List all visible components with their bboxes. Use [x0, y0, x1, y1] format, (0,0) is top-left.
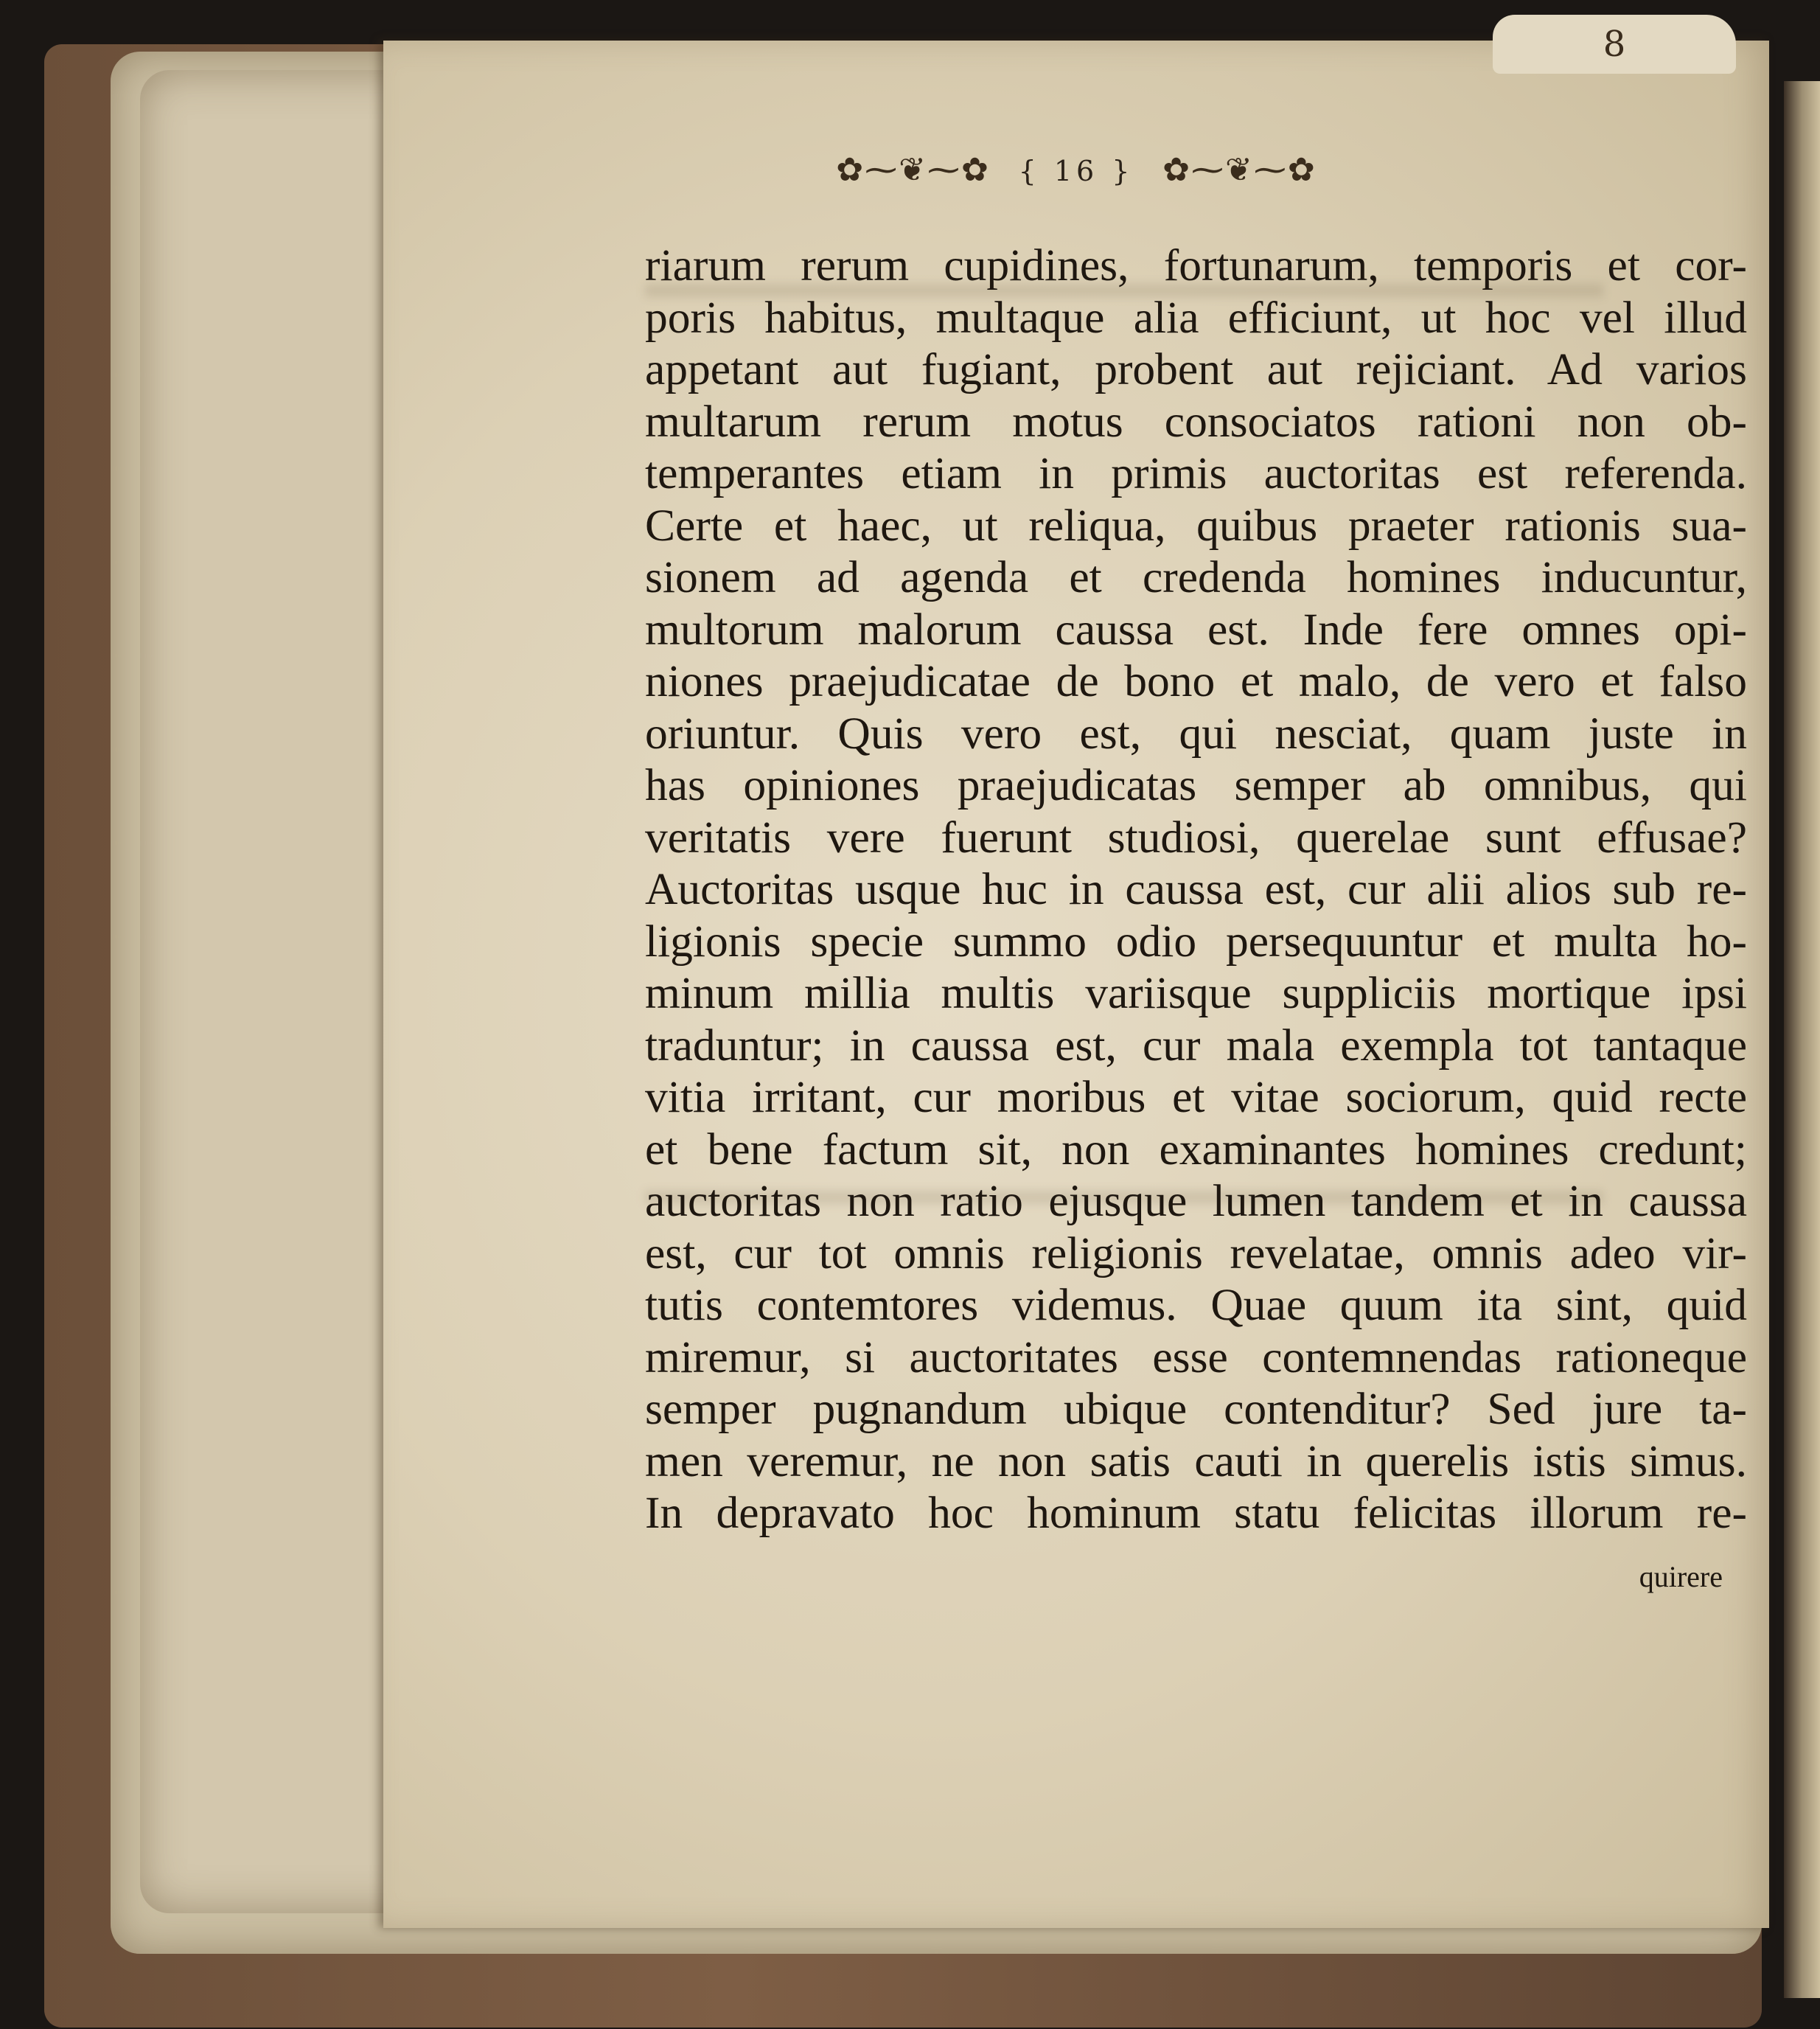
- text-line: auctoritas non ratio ejusque lumen tandem et in caussa: [645, 1176, 1747, 1226]
- ornament-right-icon: ✿⁓❦⁓✿: [1162, 151, 1317, 189]
- text-line: oriuntur. Quis vero est, qui nesciat, quam juste in: [645, 708, 1747, 759]
- running-head: [383, 151, 1769, 189]
- text-line: temperantes etiam in primis auctoritas est referenda.: [645, 448, 1747, 498]
- text-line: minum millia multis variisque suppliciis mortique ipsi: [645, 968, 1747, 1018]
- book-page: [383, 41, 1769, 1928]
- text-line: In depravato hoc hominum statu felicitas illorum re-: [645, 1488, 1747, 1538]
- text-line: multorum malorum caussa est. Inde fere omnes opi-: [645, 604, 1747, 655]
- text-line: has opiniones praejudicatas semper ab omnibus, qui: [645, 760, 1747, 810]
- text-line: multarum rerum motus consociatos rationi non ob-: [645, 396, 1747, 447]
- page-number: { 16 }: [1018, 155, 1134, 187]
- text-line: men veremur, ne non satis cauti in querelis istis simus.: [645, 1435, 1747, 1486]
- text-line: Auctoritas usque huc in caussa est, cur alii alios sub re-: [645, 864, 1747, 914]
- text-line: sionem ad agenda et credenda homines inducuntur,: [645, 552, 1747, 602]
- text-line: veritatis vere fuerunt studiosi, querelae sunt effusae?: [645, 812, 1747, 863]
- text-line: poris habitus, multaque alia efficiunt, ut hoc vel illud: [645, 292, 1747, 343]
- text-line: miremur, si auctoritates esse contemnendas rationeque: [645, 1332, 1747, 1382]
- text-line: vitia irritant, cur moribus et vitae sociorum, quid recte: [645, 1072, 1747, 1122]
- body-text: [645, 240, 1747, 1539]
- text-line: Certe et haec, ut reliqua, quibus praeter rationis sua-: [645, 500, 1747, 551]
- text-line: tutis contemtores videmus. Quae quum ita sint, quid: [645, 1280, 1747, 1330]
- text-line: et bene factum sit, non examinantes homines credunt;: [645, 1124, 1747, 1174]
- text-line: est, cur tot omnis religionis revelatae, omnis adeo vir-: [645, 1228, 1747, 1278]
- text-line: appetant aut fugiant, probent aut rejiciant. Ad varios: [645, 344, 1747, 394]
- facing-page-edge: [1784, 81, 1820, 1998]
- text-line: niones praejudicatae de bono et malo, de vero et falso: [645, 656, 1747, 706]
- text-line: ligionis specie summo odio persequuntur et multa ho-: [645, 916, 1747, 967]
- shelf-mark-label: 8: [1493, 15, 1736, 74]
- text-line: riarum rerum cupidines, fortunarum, temporis et cor-: [645, 240, 1747, 290]
- catchword: quirere: [1639, 1560, 1723, 1593]
- text-line: traduntur; in caussa est, cur mala exempla tot tantaque: [645, 1020, 1747, 1071]
- ornament-left-icon: ✿⁓❦⁓✿: [836, 151, 990, 189]
- text-line: semper pugnandum ubique contenditur? Sed jure ta-: [645, 1384, 1747, 1434]
